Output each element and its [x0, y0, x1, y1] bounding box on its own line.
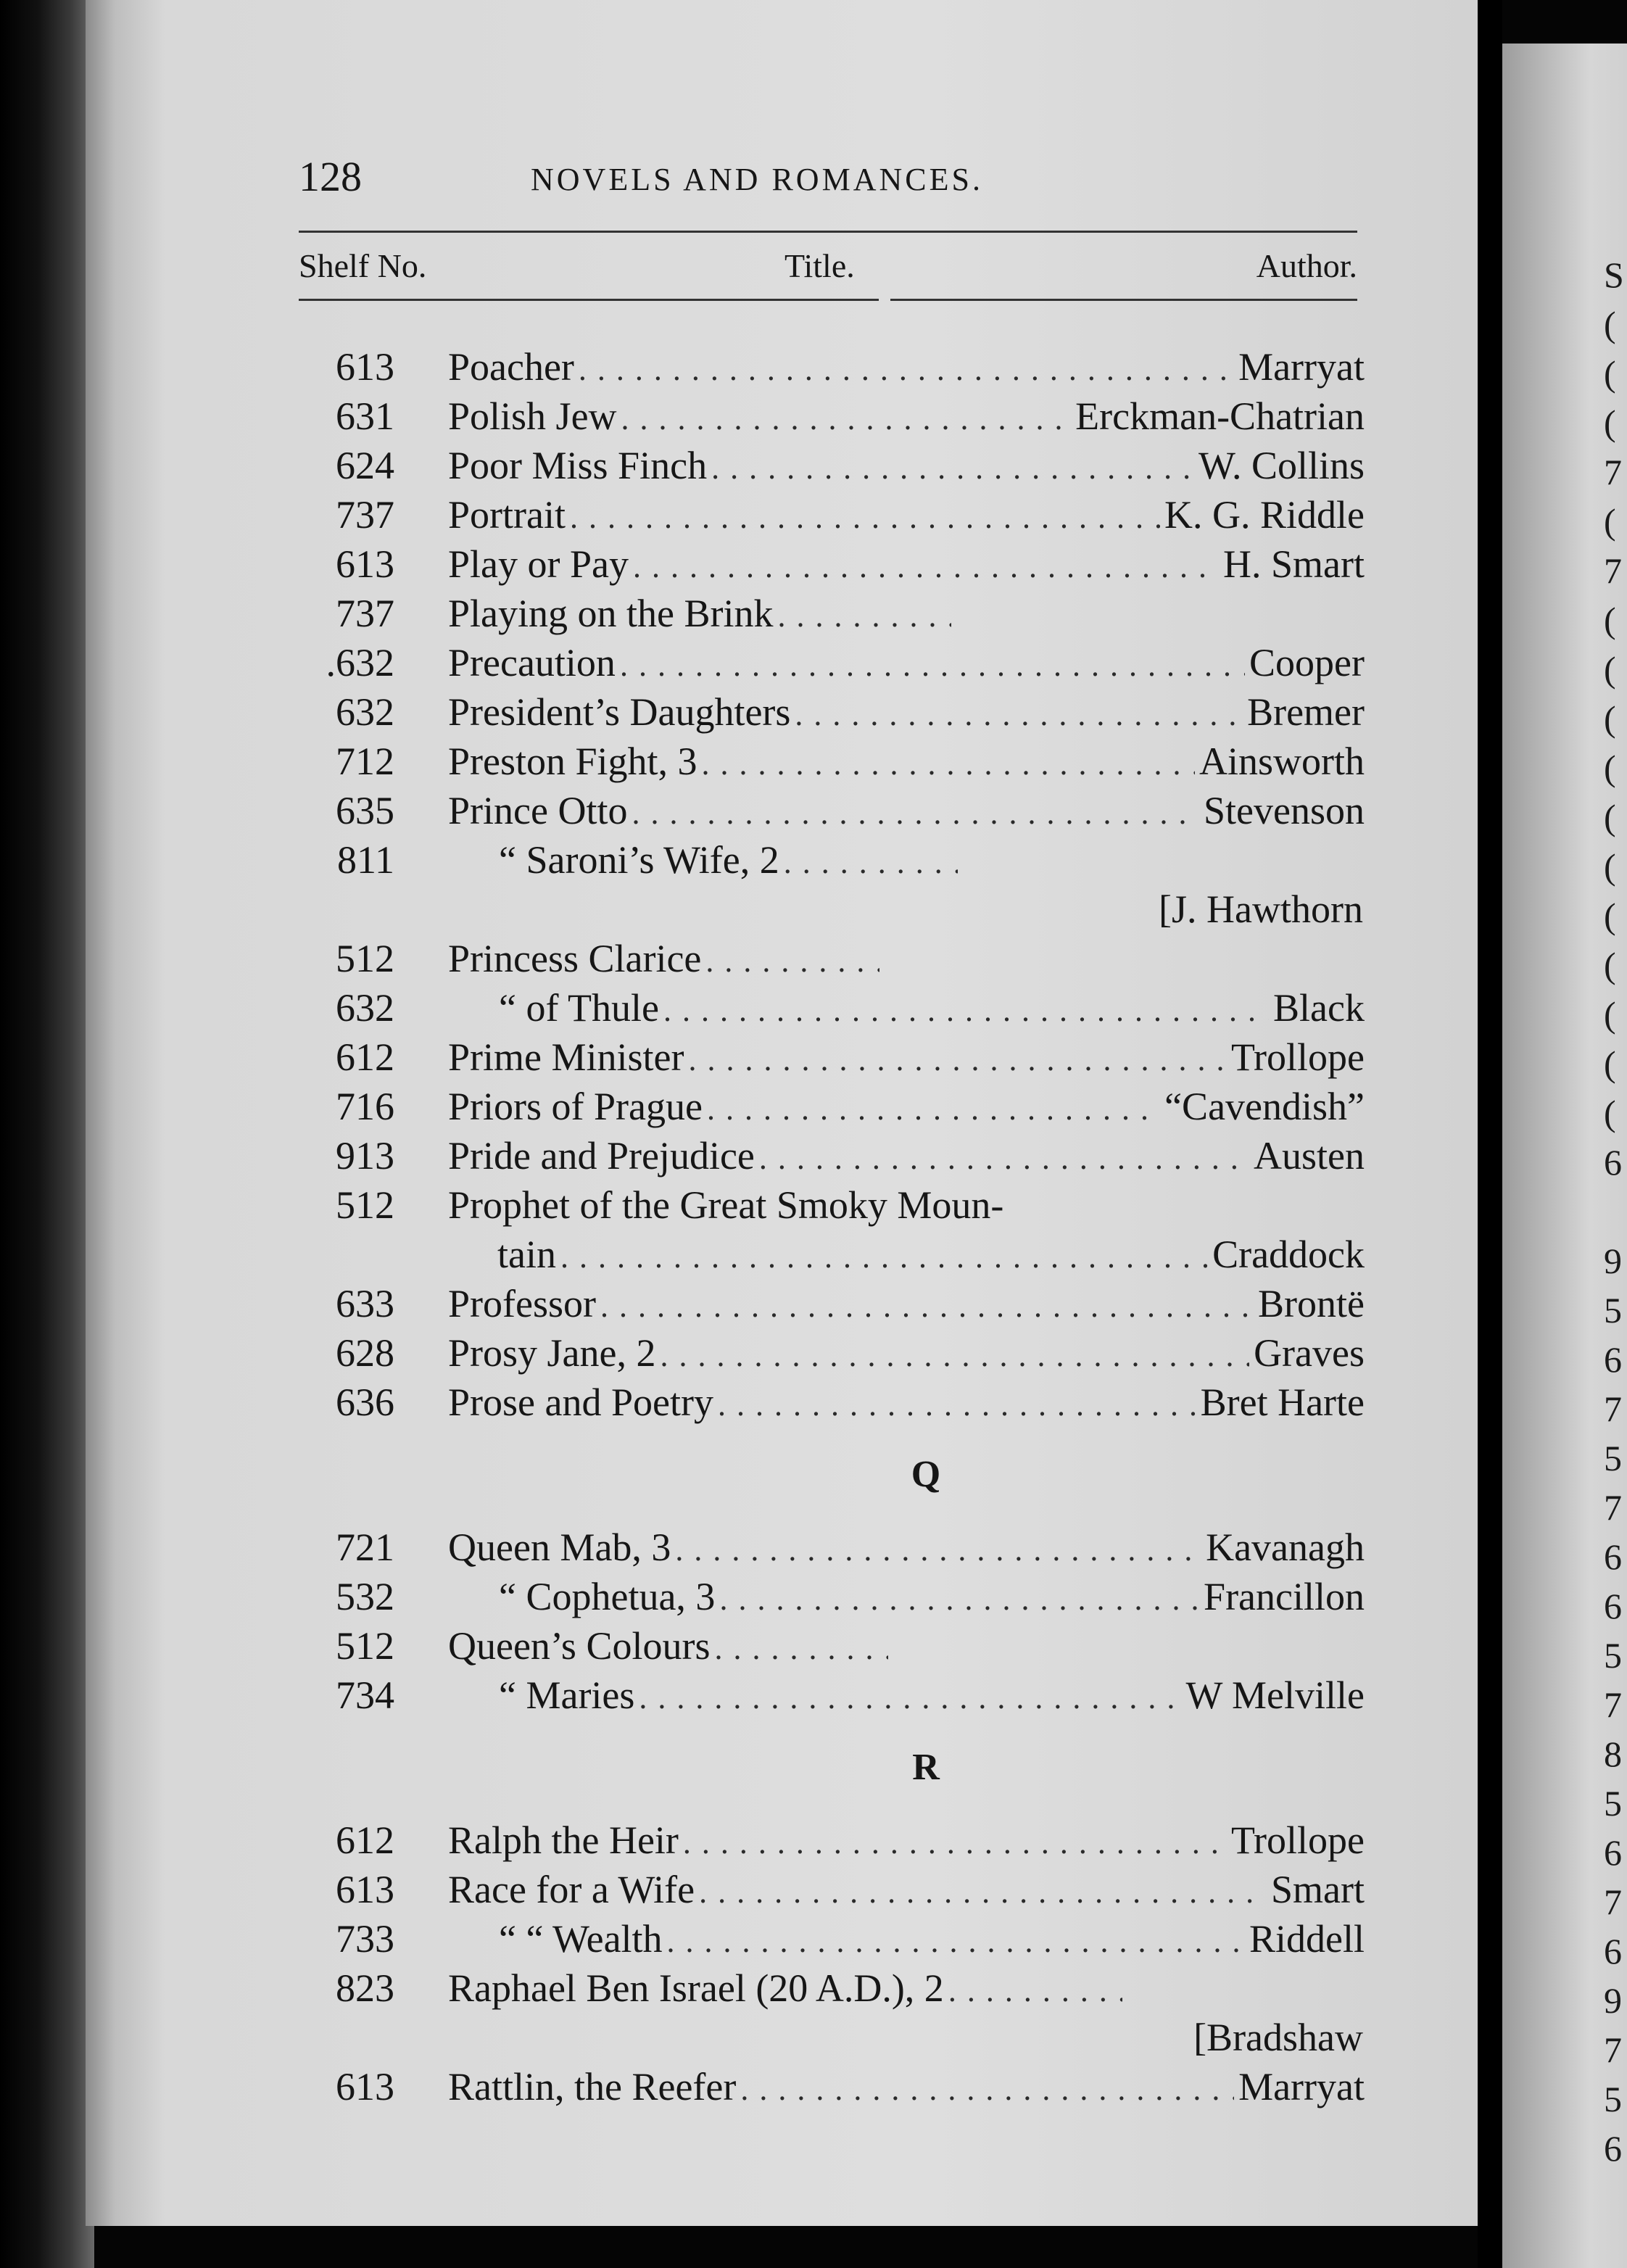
catalog-entry — [299, 1816, 1365, 1865]
entry-title: Rattlin, the Reefer — [448, 2065, 737, 2108]
adjacent-page-char: 5 — [1604, 2079, 1622, 2119]
adjacent-page-char: 7 — [1604, 1487, 1622, 1528]
entry-author: Kavanagh — [1206, 1526, 1365, 1569]
page-gutter — [1478, 0, 1502, 2268]
catalog-entry — [299, 1865, 1365, 1914]
shelf-number: 613 — [336, 1868, 394, 1911]
adjacent-page-char: ( — [1604, 797, 1616, 837]
leader-dots — [639, 1673, 1181, 1723]
leader-dots — [705, 937, 879, 986]
adjacent-page-char: ( — [1604, 304, 1616, 344]
entry-title: Race for a Wife — [448, 1868, 695, 1911]
entry-author: Black — [1273, 986, 1365, 1030]
entry-title: Prosy Jane, 2 — [448, 1331, 656, 1375]
entry-title: “ of Thule — [499, 986, 659, 1030]
catalog-entry — [299, 786, 1365, 835]
adjacent-page-char: ( — [1604, 353, 1616, 394]
entry-author: Brontë — [1258, 1282, 1365, 1325]
shelf-number: 636 — [336, 1381, 394, 1424]
column-header-title: Title. — [784, 247, 855, 284]
shelf-number: .632 — [326, 641, 394, 684]
adjacent-page-char: 8 — [1604, 1734, 1622, 1774]
entry-title: Prime Minister — [448, 1035, 684, 1079]
adjacent-page-char: ( — [1604, 748, 1616, 788]
catalog-entry — [299, 392, 1365, 441]
adjacent-page-char: ( — [1604, 600, 1616, 640]
leader-dots — [777, 592, 951, 641]
adjacent-page-char: 6 — [1604, 1586, 1622, 1626]
catalog-entry — [299, 539, 1365, 589]
leader-dots — [718, 1381, 1196, 1430]
page-number: 128 — [299, 153, 362, 200]
catalog-entry — [299, 589, 1365, 638]
catalog-entry — [299, 687, 1365, 737]
leader-dots — [579, 345, 1234, 394]
leader-dots — [560, 1233, 1208, 1282]
leader-dots — [795, 690, 1243, 740]
adjacent-page-char: S — [1604, 254, 1624, 295]
adjacent-page-char: ( — [1604, 994, 1616, 1035]
entry-title: President’s Daughters — [448, 690, 791, 734]
leader-dots — [699, 1868, 1267, 1917]
catalog-entry — [299, 490, 1365, 539]
entry-title: Preston Fight, 3 — [448, 740, 697, 783]
shelf-number: 632 — [336, 690, 394, 734]
entry-author: Riddell — [1249, 1917, 1365, 1961]
entry-author: Bret Harte — [1200, 1381, 1365, 1424]
entry-title: Queen Mab, 3 — [448, 1526, 671, 1569]
catalog-entry — [299, 835, 1365, 885]
leader-dots — [759, 1134, 1249, 1183]
leader-dots — [620, 641, 1245, 690]
shelf-number: 512 — [336, 1624, 394, 1668]
column-header-author: Author. — [1256, 247, 1357, 284]
adjacent-page-char: 7 — [1604, 1684, 1622, 1725]
shelf-number: 913 — [336, 1134, 394, 1178]
catalog-entry — [299, 1963, 1365, 2013]
catalog-entry — [299, 1180, 1365, 1230]
shelf-number: 613 — [336, 542, 394, 586]
adjacent-page-char: 7 — [1604, 1388, 1622, 1429]
entry-author: Cooper — [1249, 641, 1365, 684]
leader-dots — [711, 444, 1194, 493]
shelf-number: 613 — [336, 2065, 394, 2108]
leader-dots — [660, 1331, 1249, 1381]
catalog-entry — [299, 1082, 1365, 1131]
entry-title: Playing on the Brink — [448, 592, 774, 635]
leader-dots — [667, 1917, 1245, 1966]
shelf-number: 737 — [336, 493, 394, 537]
leader-dots — [600, 1282, 1254, 1331]
entry-author: Erckman-Chatrian — [1075, 394, 1365, 438]
adjacent-page-char: ( — [1604, 945, 1616, 985]
leader-dots — [633, 542, 1219, 592]
adjacent-page-char: ( — [1604, 1093, 1616, 1133]
adjacent-page-char: 5 — [1604, 1783, 1622, 1824]
adjacent-page-char: 6 — [1604, 1339, 1622, 1380]
shelf-number: 612 — [336, 1818, 394, 1862]
section-letter-q: Q — [911, 1454, 941, 1495]
shelf-number: 631 — [336, 394, 394, 438]
leader-dots — [707, 1085, 1160, 1134]
catalog-entry — [299, 342, 1365, 392]
entry-title: Prince Otto — [448, 789, 628, 832]
entry-author: Smart — [1271, 1868, 1365, 1911]
entry-title-continuation: tain — [497, 1233, 556, 1276]
catalog-entry — [299, 441, 1365, 490]
shelf-number: 613 — [336, 345, 394, 389]
header-rule — [299, 231, 1357, 233]
adjacent-page-char: 6 — [1604, 1832, 1622, 1873]
shelf-number: 721 — [336, 1526, 394, 1569]
entry-author: Trollope — [1230, 1035, 1365, 1079]
column-header-shelf: Shelf No. — [299, 247, 427, 284]
entry-author: H. Smart — [1223, 542, 1365, 586]
adjacent-page-char: 7 — [1604, 550, 1622, 591]
column-rule-left — [299, 299, 879, 301]
catalog-entry — [299, 638, 1365, 687]
entry-author: Craddock — [1212, 1233, 1365, 1276]
entry-title: Poacher — [448, 345, 574, 389]
catalog-entry — [299, 1279, 1365, 1328]
catalog-entry — [299, 1131, 1365, 1180]
catalog-entry — [299, 1671, 1365, 1720]
adjacent-page-char: ( — [1604, 649, 1616, 690]
entry-title: Raphael Ben Israel (20 A.D.), 2 — [448, 1966, 944, 2010]
catalog-entry — [299, 1914, 1365, 1963]
column-rule-right — [890, 299, 1357, 301]
entry-title: “ Saroni’s Wife, 2 — [499, 838, 779, 882]
adjacent-page-char: 5 — [1604, 1438, 1622, 1478]
running-title: NOVELS AND ROMANCES. — [531, 162, 983, 197]
adjacent-page-char: 5 — [1604, 1290, 1622, 1330]
catalog-entry — [299, 1572, 1365, 1621]
entry-author: K. G. Riddle — [1164, 493, 1365, 537]
shelf-number: 633 — [336, 1282, 394, 1325]
entry-list — [299, 342, 1365, 2111]
leader-dots — [702, 740, 1195, 789]
shelf-number: 512 — [336, 1183, 394, 1227]
leader-dots — [570, 493, 1160, 542]
catalog-entry — [299, 1621, 1365, 1671]
adjacent-page-char: 7 — [1604, 2029, 1622, 2070]
entry-title: Princess Clarice — [448, 937, 702, 980]
catalog-entry-continuation — [299, 1230, 1365, 1279]
catalog-entry — [299, 1523, 1365, 1572]
shelf-number: 712 — [336, 740, 394, 783]
shelf-number: 635 — [336, 789, 394, 832]
shelf-number: 737 — [336, 592, 394, 635]
adjacent-page-char: ( — [1604, 846, 1616, 887]
leader-dots — [621, 394, 1072, 444]
catalog-entry — [299, 2062, 1365, 2111]
entry-title: “ Cophetua, 3 — [499, 1575, 716, 1618]
adjacent-page-char: 6 — [1604, 1931, 1622, 1971]
shelf-number: 632 — [336, 986, 394, 1030]
shelf-number: 823 — [336, 1966, 394, 2010]
adjacent-page-char: ( — [1604, 698, 1616, 739]
book-spine — [0, 0, 94, 2268]
adjacent-page-char: ( — [1604, 501, 1616, 542]
entry-author-continuation: [J. Hawthorn — [1159, 887, 1363, 931]
entry-title: Prophet of the Great Smoky Moun- — [448, 1183, 1004, 1227]
entry-author: Ainsworth — [1199, 740, 1365, 783]
catalog-page — [299, 145, 1365, 2111]
adjacent-page-char: 9 — [1604, 1980, 1622, 2021]
entry-title: Professor — [448, 1282, 596, 1325]
catalog-entry — [299, 934, 1365, 983]
leader-dots — [675, 1526, 1201, 1575]
entry-author: Francillon — [1204, 1575, 1365, 1618]
shelf-number: 532 — [336, 1575, 394, 1618]
adjacent-page-char: 7 — [1604, 452, 1622, 492]
leader-dots — [740, 2065, 1234, 2114]
entry-author: Stevenson — [1204, 789, 1365, 832]
leader-dots — [688, 1035, 1226, 1085]
leader-dots — [714, 1624, 888, 1673]
catalog-entry — [299, 1032, 1365, 1082]
leader-dots — [719, 1575, 1199, 1624]
entry-title: Portrait — [448, 493, 566, 537]
entry-title: “ Maries — [499, 1673, 635, 1717]
adjacent-page-char: ( — [1604, 1043, 1616, 1084]
shelf-number: 716 — [336, 1085, 394, 1128]
running-head — [299, 145, 1365, 225]
adjacent-page-char: ( — [1604, 402, 1616, 443]
entry-author-continuation: [Bradshaw — [1193, 2016, 1363, 2059]
shelf-number: 512 — [336, 937, 394, 980]
entry-title: Play or Pay — [448, 542, 629, 586]
adjacent-page-char: 6 — [1604, 1142, 1622, 1183]
column-headers — [299, 247, 1365, 326]
shelf-number: 612 — [336, 1035, 394, 1079]
entry-title: Queen’s Colours — [448, 1624, 711, 1668]
entry-title: Poor Miss Finch — [448, 444, 708, 487]
entry-title: Ralph the Heir — [448, 1818, 679, 1862]
entry-author: Graves — [1254, 1331, 1365, 1375]
entry-title: Precaution — [448, 641, 616, 684]
shelf-number: 624 — [336, 444, 394, 487]
entry-author: Bremer — [1247, 690, 1365, 734]
adjacent-page-char: 7 — [1604, 1882, 1622, 1922]
entry-author: W Melville — [1185, 1673, 1365, 1717]
entry-author: W. Collins — [1198, 444, 1365, 487]
entry-author: Marryat — [1238, 2065, 1365, 2108]
catalog-entry — [299, 737, 1365, 786]
shelf-number: 734 — [336, 1673, 394, 1717]
entry-author: Austen — [1254, 1134, 1365, 1178]
entry-title: Pride and Prejudice — [448, 1134, 755, 1178]
adjacent-page-char: 6 — [1604, 2128, 1622, 2169]
leader-dots — [663, 986, 1269, 1035]
leader-dots — [683, 1818, 1227, 1868]
catalog-entry — [299, 983, 1365, 1032]
adjacent-page-char: 9 — [1604, 1241, 1622, 1281]
entry-author: “Cavendish” — [1164, 1085, 1365, 1128]
entry-title: Priors of Prague — [448, 1085, 703, 1128]
leader-dots — [632, 789, 1199, 838]
adjacent-page-char: 5 — [1604, 1635, 1622, 1676]
adjacent-page-char: 6 — [1604, 1536, 1622, 1577]
section-letter-r: R — [912, 1747, 940, 1788]
leader-dots — [948, 1966, 1122, 2016]
entry-author: Marryat — [1238, 345, 1365, 389]
catalog-entry — [299, 1328, 1365, 1378]
shelf-number: 733 — [336, 1917, 394, 1961]
catalog-entry — [299, 1378, 1365, 1427]
entry-title: Prose and Poetry — [448, 1381, 713, 1424]
entry-title: Polish Jew — [448, 394, 617, 438]
shelf-number: 628 — [336, 1331, 394, 1375]
entry-author: Trollope — [1230, 1818, 1365, 1862]
entry-title: “ “ Wealth — [499, 1917, 663, 1961]
leader-dots — [784, 838, 958, 887]
shelf-number: 811 — [337, 838, 394, 882]
adjacent-page-char: ( — [1604, 895, 1616, 936]
